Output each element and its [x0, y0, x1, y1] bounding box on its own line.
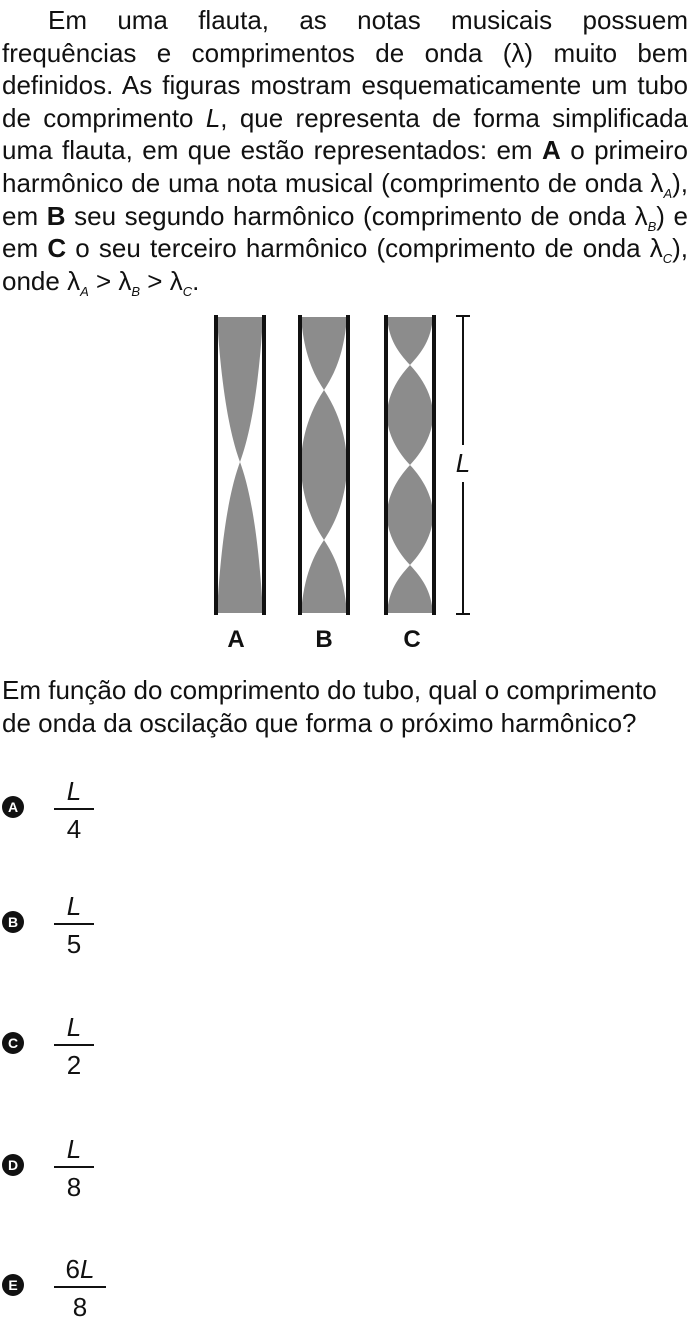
statement-text: ) e em — [2, 200, 688, 264]
denominator: 4 — [66, 814, 82, 844]
statement-text: ), onde λ — [2, 233, 689, 296]
harmonics-figure — [200, 310, 490, 660]
subscript-c: C — [182, 283, 193, 299]
numerator-coefficient: 6 — [65, 1254, 80, 1284]
fraction-a — [54, 776, 94, 844]
statement-text: ), em — [2, 167, 688, 231]
numerator: L — [66, 891, 82, 921]
tube-b-wall-left — [298, 315, 302, 615]
standing-wave-c — [387, 317, 433, 613]
tube-c-wall-left — [384, 315, 388, 615]
subscript-a: A — [80, 283, 89, 299]
option-d[interactable] — [2, 1134, 182, 1202]
statement-text: . — [192, 265, 200, 296]
statement-text: > λ — [88, 265, 132, 296]
statement-text: seu segundo harmônico (comprimento de onda λ — [65, 200, 648, 231]
fraction-c — [54, 1012, 94, 1080]
denominator: 5 — [66, 929, 82, 959]
tube-b-wall-right — [346, 315, 350, 615]
option-b[interactable] — [2, 891, 182, 959]
statement-text: Em uma flauta, as notas musicais possuem frequências e comprimentos de onda (λ) muito bem definidos. As figuras mostram esquematicamente um tubo de comprimento — [2, 5, 688, 133]
subscript-b: B — [647, 218, 657, 234]
numerator: L — [80, 1254, 95, 1284]
fraction-bar — [54, 1166, 94, 1168]
denominator: 2 — [66, 1050, 82, 1080]
tube-a — [214, 315, 266, 615]
subscript-a: A — [663, 185, 673, 201]
standing-wave-a — [217, 317, 263, 613]
tube-a-wall-right — [262, 315, 266, 615]
fraction-d — [54, 1134, 94, 1202]
numerator: L — [66, 776, 82, 806]
statement-text: o primeiro harmônico de uma nota musical (comprimento de onda λ — [2, 135, 688, 198]
label-c: C — [47, 233, 67, 264]
tube-label-a: A — [227, 626, 245, 653]
subscript-c: C — [662, 251, 673, 267]
option-letter-a: A — [2, 796, 24, 818]
denominator: 8 — [66, 1172, 82, 1202]
fraction-e — [54, 1254, 106, 1322]
tube-a-wall-left — [214, 315, 218, 615]
numerator: L — [66, 1134, 82, 1164]
fraction-bar — [54, 1044, 94, 1046]
fraction-bar — [54, 923, 94, 925]
label-a: A — [542, 135, 561, 166]
tube-label-b: B — [315, 626, 333, 653]
option-letter-b: B — [2, 911, 24, 933]
tube-label-c: C — [403, 626, 421, 653]
denominator: 8 — [72, 1292, 88, 1322]
tube-c-wall-right — [432, 315, 436, 615]
option-c[interactable] — [2, 1012, 182, 1080]
length-label: L — [455, 448, 471, 478]
length-indicator — [456, 316, 470, 614]
standing-wave-b — [301, 317, 347, 613]
statement-text: > λ — [140, 265, 183, 296]
tube-c — [384, 315, 436, 615]
question-statement — [2, 4, 688, 297]
question-prompt: Em função do comprimento do tubo, qual o comprimento de onda da oscilação que forma o próximo harmônico? — [2, 675, 657, 738]
option-e[interactable] — [2, 1254, 182, 1322]
tube-b — [298, 315, 350, 615]
option-letter-e: E — [2, 1274, 24, 1296]
subscript-b: B — [131, 283, 141, 299]
option-letter-d: D — [2, 1154, 24, 1176]
length-symbol: L — [205, 102, 221, 133]
fraction-b — [54, 891, 94, 959]
statement-text: , que representa de forma simplificada uma flauta, em que estão representados: em — [2, 102, 688, 166]
label-b: B — [46, 200, 66, 231]
fraction-bar — [54, 1286, 106, 1288]
statement-text: o seu terceiro harmônico (comprimento de onda λ — [66, 233, 663, 264]
numerator: L — [66, 1012, 82, 1042]
option-letter-c: C — [2, 1032, 24, 1054]
fraction-bar — [54, 808, 94, 810]
option-a[interactable] — [2, 776, 182, 844]
